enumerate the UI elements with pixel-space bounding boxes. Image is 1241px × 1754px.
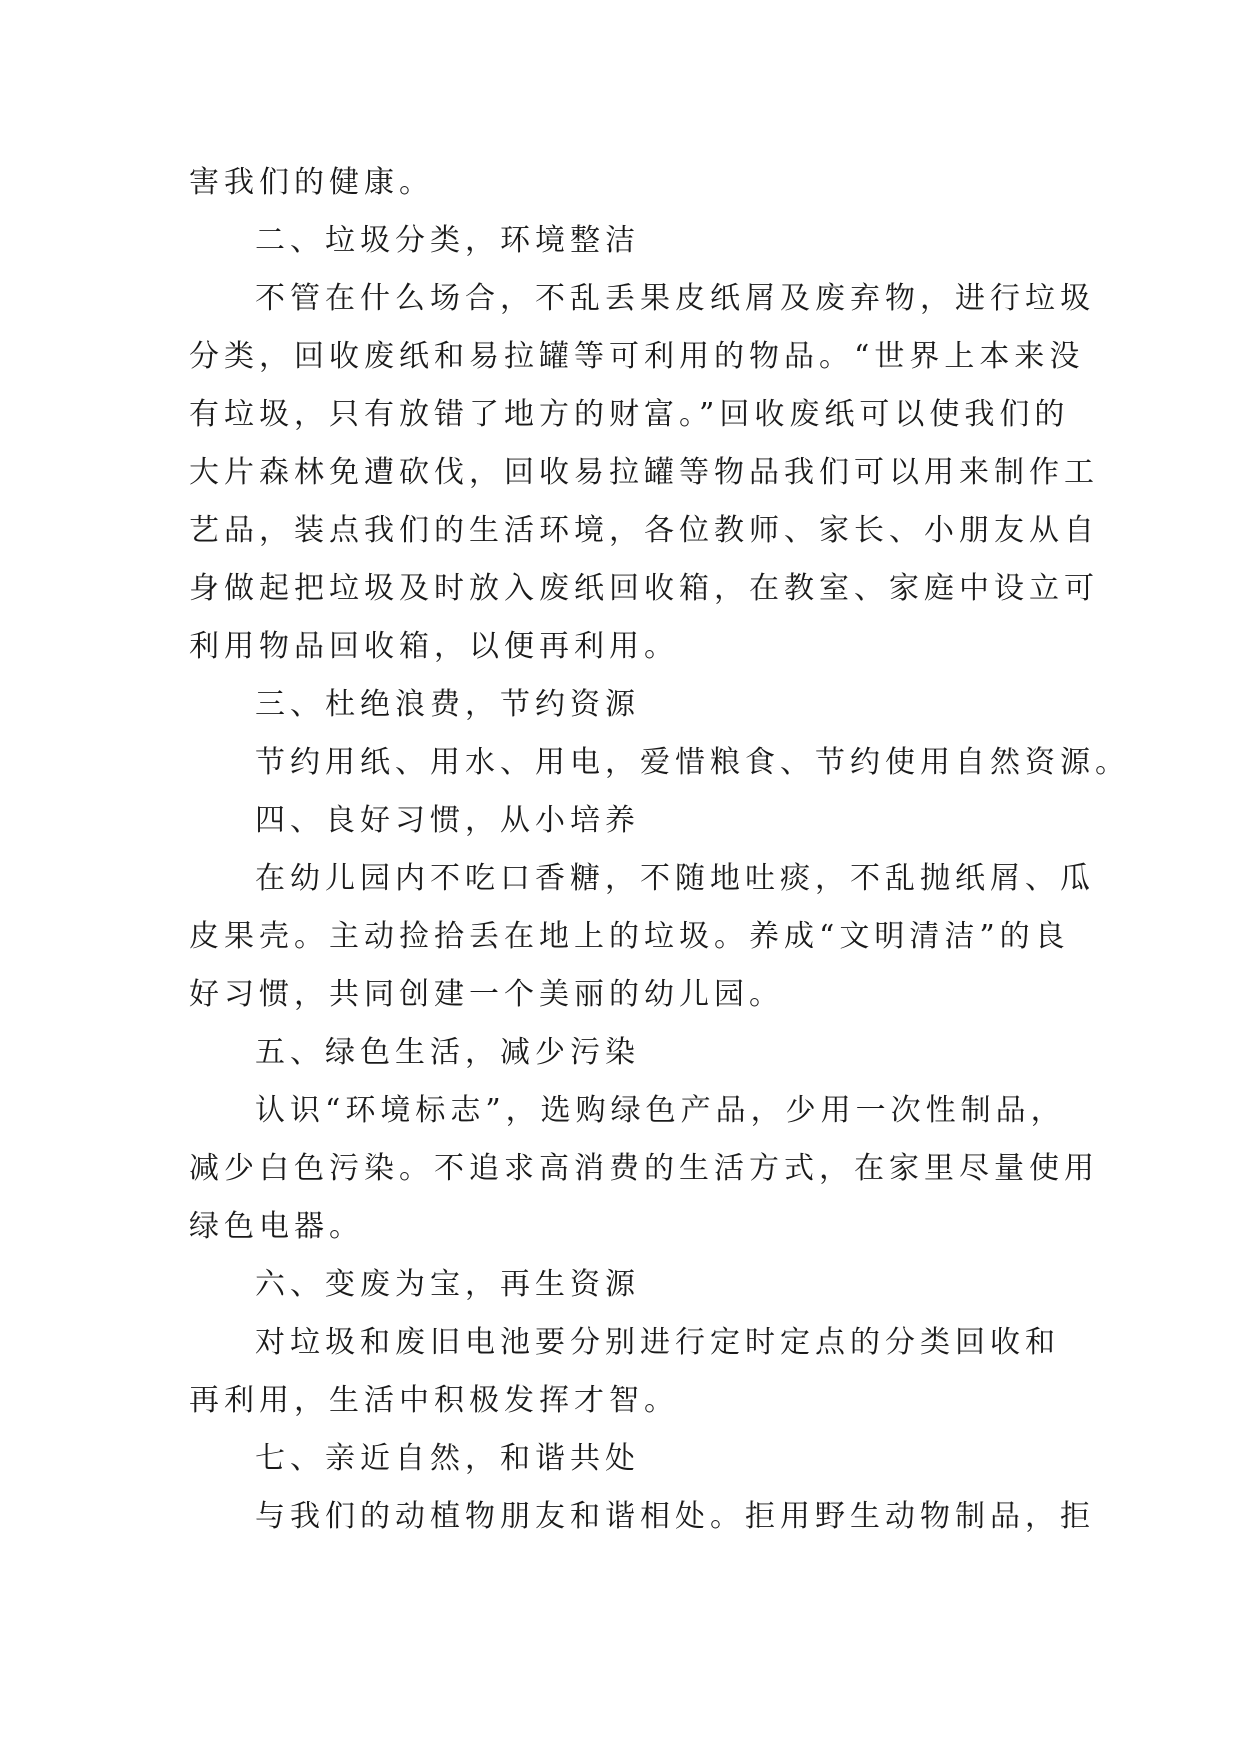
document-body — [189, 154, 1130, 1546]
text-line: 三、杜绝浪费，节约资源 — [255, 687, 640, 722]
text-line: 减少白色污染。不追求高消费的生活方式，在家里尽量使用 — [189, 1151, 1099, 1186]
text-line: 七、亲近自然，和谐共处 — [255, 1441, 640, 1476]
text-line: 六、变废为宝，再生资源 — [255, 1267, 640, 1302]
text-line: 与我们的动植物朋友和谐相处。拒用野生动物制品，拒 — [255, 1499, 1095, 1534]
text-line: 再利用，生活中积极发挥才智。 — [189, 1383, 679, 1418]
text-line: 身做起把垃圾及时放入废纸回收箱，在教室、家庭中设立可 — [189, 571, 1099, 606]
text-line: 节约用纸、用水、用电，爱惜粮食、节约使用自然资源。 — [255, 745, 1130, 780]
text-line: 皮果壳。主动捡拾丢在地上的垃圾。养成“文明清洁”的良 — [189, 919, 1070, 954]
text-line: 认识“环境标志”，选购绿色产品，少用一次性制品， — [255, 1093, 1066, 1128]
text-line: 好习惯，共同创建一个美丽的幼儿园。 — [189, 977, 784, 1012]
text-line: 在幼儿园内不吃口香糖，不随地吐痰，不乱抛纸屑、瓜 — [255, 861, 1095, 896]
text-line: 绿色电器。 — [189, 1209, 364, 1244]
text-line: 二、垃圾分类，环境整洁 — [255, 223, 640, 258]
text-line: 艺品，装点我们的生活环境，各位教师、家长、小朋友从自 — [189, 513, 1099, 548]
text-line: 利用物品回收箱，以便再利用。 — [189, 629, 679, 664]
text-line: 害我们的健康。 — [189, 165, 434, 200]
text-line: 不管在什么场合，不乱丢果皮纸屑及废弃物，进行垃圾 — [255, 281, 1095, 316]
text-line: 五、绿色生活，减少污染 — [255, 1035, 640, 1070]
text-line: 四、良好习惯，从小培养 — [255, 803, 640, 838]
text-line: 分类，回收废纸和易拉罐等可利用的物品。“世界上本来没 — [189, 339, 1085, 374]
text-line: 大片森林免遭砍伐，回收易拉罐等物品我们可以用来制作工 — [189, 455, 1099, 490]
text-line: 有垃圾，只有放错了地方的财富。”回收废纸可以使我们的 — [189, 397, 1070, 432]
text-line: 对垃圾和废旧电池要分别进行定时定点的分类回收和 — [255, 1325, 1060, 1360]
